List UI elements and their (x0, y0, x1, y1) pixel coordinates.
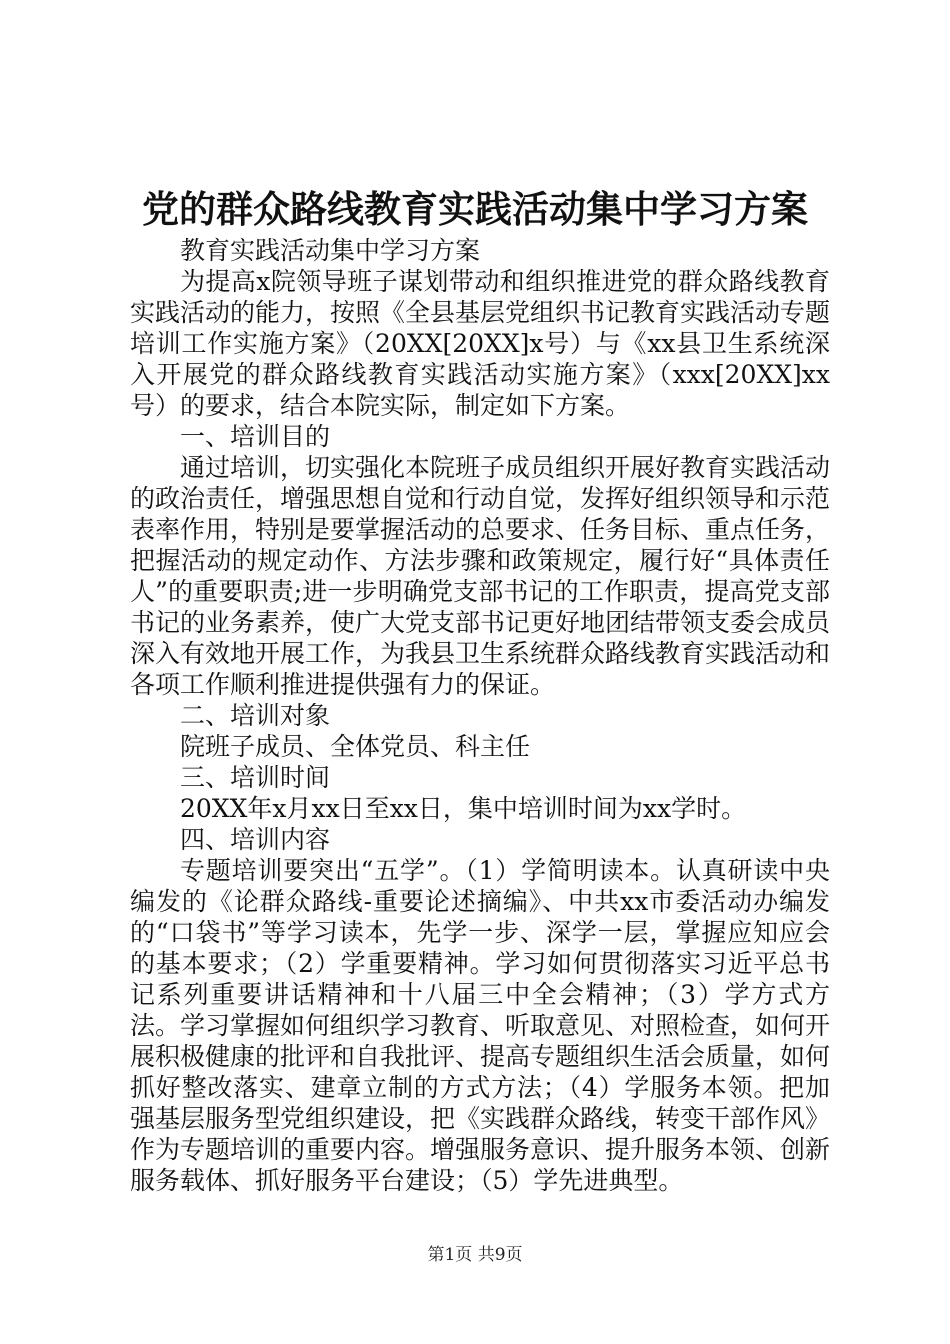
paragraph-time: 20XX年x月xx日至xx日，集中培训时间为xx学时。 (180, 794, 747, 823)
page-number-footer: 第1页 共9页 (427, 1245, 523, 1265)
paragraph-content: 专题培训要突出“五学”。（1）学简明读本。认真研读中央编发的《论群众路线-重要论述摘编》、中共xx市委活动办编发的“口袋书”等学习读本，先学一步、深学一层，掌握应知应会的基本要求；（2）学重要精神。学习如何贯彻落实习近平总书记系列重要讲话精神和十八届三中全会精神；（3）学方式方法。学习掌握如何组织学习教育、听取意见、对照检查，如何开展积极健康的批评和自我批评、提高专题组织生活会质量，如何抓好整改落实、建章立制的方式方法；（4）学服务本领。把加强基层服务型党组织建设，把《实践群众路线，转变干部作风》作为专题培训的重要内容。增强服务意识、提升服务本领、创新服务载体、抓好服务平台建设；（5）学先进典型。 (130, 856, 831, 1195)
paragraph-intro: 为提高x院领导班子谋划带动和组织推进党的群众路线教育实践活动的能力，按照《全县基层党组织书记教育实践活动专题培训工作实施方案》（20XX[20XX]x号）与《xx县卫生系统深入开展党的群众路线教育实践活动实施方案》（xxx[20XX]xx号）的要求，结合本院实际，制定如下方案。 (130, 267, 831, 420)
paragraph-subtitle: 教育实践活动集中学习方案 (180, 236, 481, 265)
document-title: 党的群众路线教育实践活动集中学习方案 (142, 187, 808, 231)
section-heading-time: 三、培训时间 (180, 763, 331, 792)
paragraph-audience: 院班子成员、全体党员、科主任 (180, 732, 531, 761)
section-heading-audience: 二、培训对象 (180, 701, 331, 730)
section-heading-purpose: 一、培训目的 (180, 422, 331, 451)
section-heading-content: 四、培训内容 (180, 825, 331, 854)
document-body (130, 235, 830, 1196)
paragraph-purpose: 通过培训，切实强化本院班子成员组织开展好教育实践活动的政治责任，增强思想自觉和行动自觉，发挥好组织领导和示范表率作用，特别是要掌握活动的总要求、任务目标、重点任务，把握活动的规定动作、方法步骤和政策规定，履行好“具体责任人”的重要职责;进一步明确党支部书记的工作职责，提高党支部书记的业务素养，使广大党支部书记更好地团结带领支委会成员深入有效地开展工作，为我县卫生系统群众路线教育实践活动和各项工作顺利推进提供强有力的保证。 (130, 453, 831, 699)
